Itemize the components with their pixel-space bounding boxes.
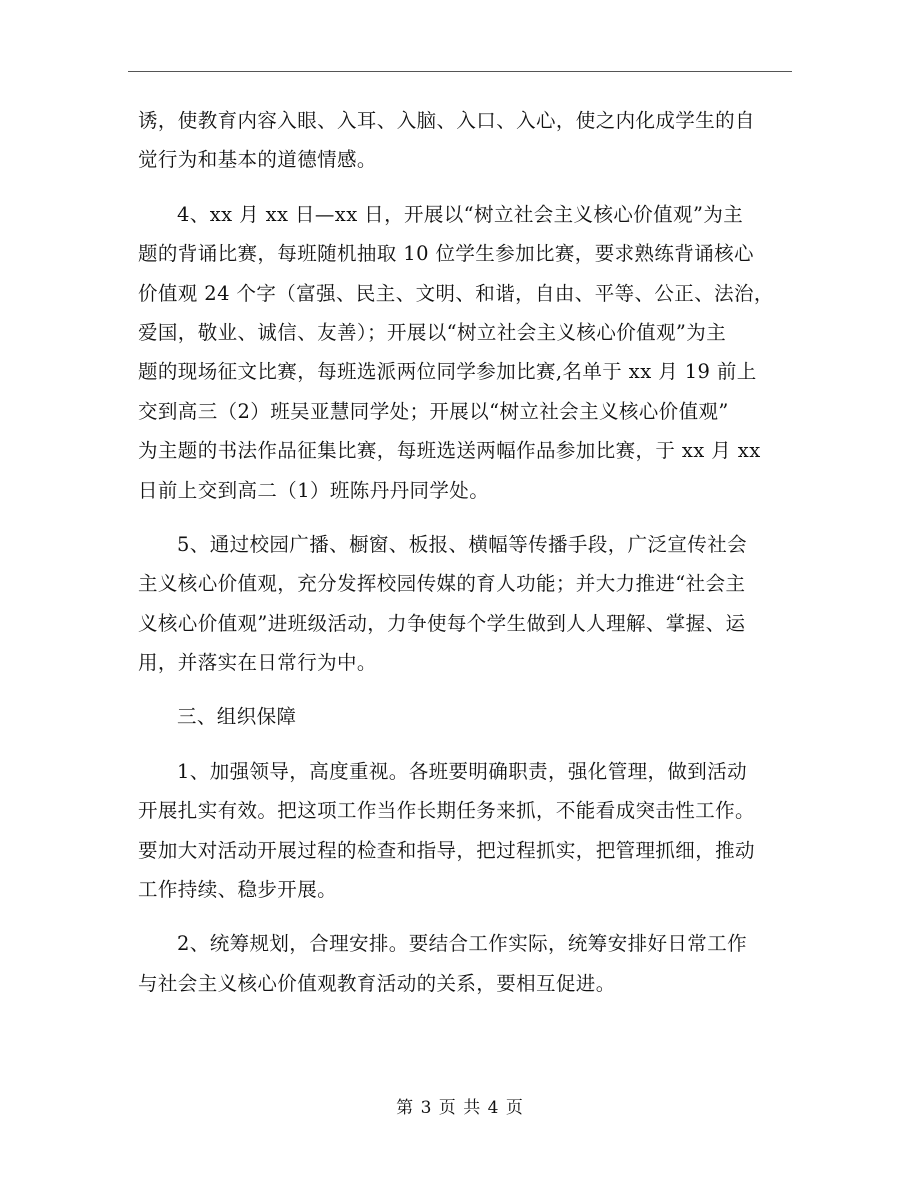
text-line: 1、加强领导，高度重视。各班要明确职责，强化管理，做到活动 xyxy=(177,759,748,783)
text-line: 开展扎实有效。把这项工作当作长期任务来抓，不能看成突击性工作。 xyxy=(138,799,755,823)
paragraph-3 xyxy=(138,525,788,683)
paragraph-4 xyxy=(138,752,788,910)
text-line: 与社会主义核心价值观教育活动的关系，要相互促进。 xyxy=(138,971,616,995)
text-line: 要加大对活动开展过程的检查和指导，把过程抓实，把管理抓细，推动 xyxy=(138,838,755,862)
paragraph-1 xyxy=(138,101,788,180)
text-line: 诱，使教育内容入眼、入耳、入脑、入口、入心，使之内化成学生的自 xyxy=(138,109,755,132)
text-line: 三、组织保障 xyxy=(177,705,297,729)
text-line: 4、xx 月 xx 日—xx 日，开展以“树立社会主义核心价值观”为主 xyxy=(177,202,744,226)
text-line: 题的背诵比赛，每班随机抽取 10 位学生参加比赛，要求熟练背诵核心 xyxy=(138,242,754,266)
text-line: 为主题的书法作品征集比赛，每班选送两幅作品参加比赛，于 xx 月 xx xyxy=(138,439,761,463)
text-line: 价值观 24 个字（富强、民主、文明、和谐，自由、平等、公正、法治， xyxy=(138,281,774,305)
text-line: 用，并落实在日常行为中。 xyxy=(138,651,377,675)
text-line: 主义核心价值观，充分发挥校园传媒的育人功能；并大力推进“社会主 xyxy=(138,572,746,596)
paragraph-5 xyxy=(138,924,788,1003)
text-line: 觉行为和基本的道德情感。 xyxy=(138,148,377,172)
text-line: 爱国，敬业、诚信、友善）；开展以“树立社会主义核心价值观”为主 xyxy=(138,320,727,344)
text-line: 2、统筹规划，合理安排。要结合工作实际，统筹安排好日常工作 xyxy=(177,932,748,956)
text-line: 义核心价值观”进班级活动，力争使每个学生做到人人理解、掌握、运 xyxy=(138,611,746,635)
page-number: 第 3 页 共 4 页 xyxy=(396,1098,524,1118)
text-line: 5、通过校园广播、橱窗、板报、横幅等传播手段，广泛宣传社会 xyxy=(177,532,748,556)
text-line: 题的现场征文比赛，每班选派两位同学参加比赛,名单于 xx 月 19 前上 xyxy=(138,360,757,384)
header-rule xyxy=(128,71,792,72)
section-heading xyxy=(138,697,788,736)
paragraph-2 xyxy=(138,195,788,510)
document-body xyxy=(138,101,788,1003)
text-line: 工作持续、稳步开展。 xyxy=(138,878,338,902)
text-line: 日前上交到高二（1）班陈丹丹同学处。 xyxy=(138,478,490,502)
text-line: 交到高三（2）班吴亚慧同学处；开展以“树立社会主义核心价值观” xyxy=(138,399,729,423)
